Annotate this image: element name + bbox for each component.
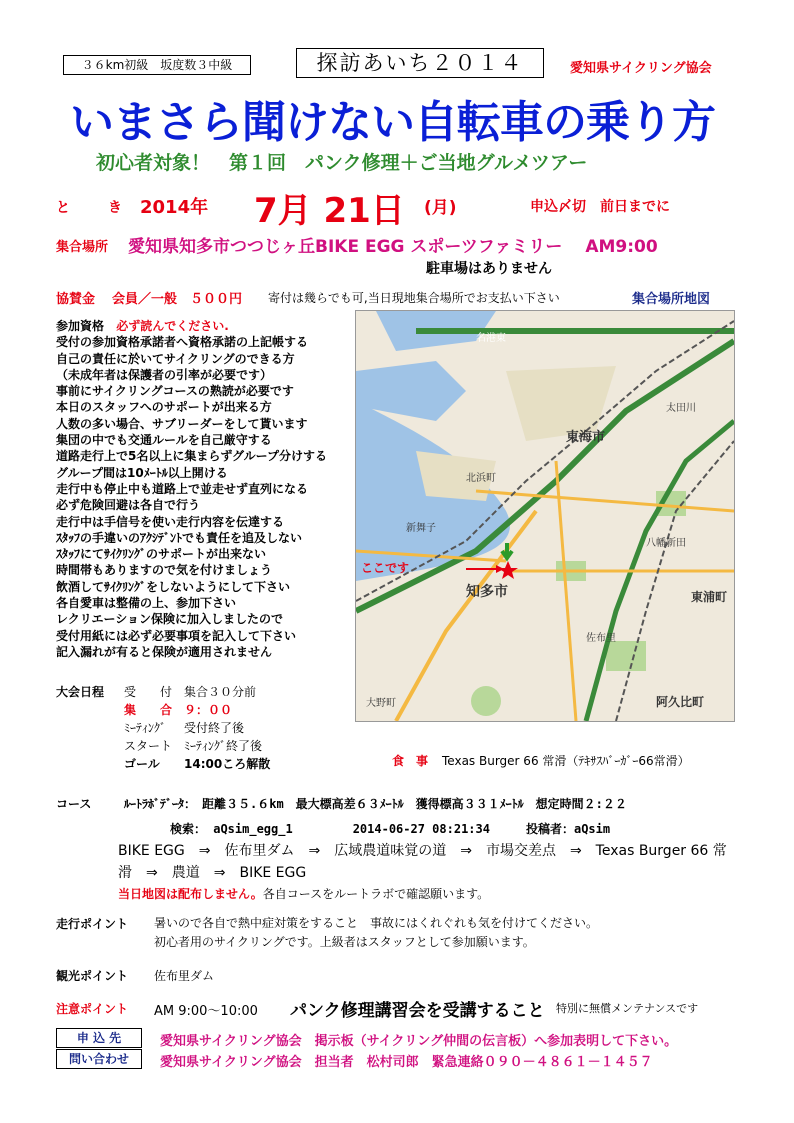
map-graphic [356,311,734,721]
rule-item: 自己の責任に於いてサイクリングのできる方 [56,351,295,366]
rule-item: 走行中は手信号を使い走行内容を伝達する [56,514,285,529]
note-point-label: 注意ポイント [56,1002,129,1016]
note-point-main: パンク修理講習会を受講すること [290,1001,545,1021]
schedule-row [124,701,270,719]
schedule-value: 集合３０分前 [184,685,257,699]
rule-item: ｽﾀｯﾌの手違いのｱｸｼﾃﾞﾝﾄでも責任を追及しない [56,530,303,545]
map-label-sofuri: 佐布里 [586,633,616,644]
rule-item: レクリエーション保険に加入しましたので [56,612,284,627]
apply-text: 愛知県サイクリング協会 掲示板（サイクリング仲間の伝言板）へ参加表明して下さい。 [160,1034,678,1049]
map-label-chita: 知多市 [466,584,508,600]
map-label-higashiura: 東浦町 [691,590,728,604]
map-label-tokai: 東海市 [566,430,606,445]
rule-item: 必ず危険回避は各自で行う [56,498,201,513]
rule-item: 人数の多い場合、サブリーダーをして貰います [56,416,308,431]
map-label-ono: 大野町 [366,698,396,709]
schedule-value: 受付終了後 [184,721,245,735]
note-point-tail: 特別に無償メンテナンスです [556,1002,699,1015]
no-map-black: 各自コースをルートラボで確認願います。 [262,887,490,901]
map-label: 集合場所地図 [632,292,711,307]
course-label: コース [56,797,92,811]
contact-text: 愛知県サイクリング協会 担当者 松村司郎 緊急連絡０９０－４８６１－１４５７ [160,1055,653,1070]
course-search: 検索： aQsim_egg_1 2014-06-27 08:21:34 投稿者：aQsim [170,822,611,836]
venue-text: 愛知県知多市つつじヶ丘BIKE EGG スポーツファミリー AM9:00 [128,237,658,257]
parking-note: 駐車場はありません [426,261,552,277]
schedule-row [124,737,270,755]
rules-heading-row [56,318,356,334]
organizer-name: 愛知県サイクリング協会 [570,61,712,76]
no-map-red: 当日地図は配布しません。 [118,887,263,901]
rule-item: 受付の参加資格承諾者へ資格承諾の上記帳する [56,335,309,350]
run-point-line: 暑いので各自で熱中症対策をすること 事故にはくれぐれも気を付けてください。 [154,916,599,930]
course-data: ﾙｰﾄﾗﾎﾞﾃﾞｰﾀ： 距離３５.６km 最大標高差６３ﾒｰﾄﾙ 獲得標高３３１ﾒｰﾄﾙ 想定時間２:２２ [124,797,627,811]
rule-item: 時間帯もありますので気を付けましょう [56,563,273,578]
contact-tag: 問い合わせ [56,1049,142,1069]
fee-text: 会員／一般 ５００円 [112,292,243,307]
rules-list [56,318,356,660]
deadline-text: 申込〆切 前日までに [530,199,670,215]
rule-item: （未成年者は保護者の引率が必要です） [56,367,273,382]
rule-item: 本日のスタッフへのサポートが出来る方 [56,400,272,415]
schedule-name: ﾐｰﾃｨﾝｸﾞ [124,721,167,735]
fee-label: 協賛金 [56,292,96,307]
schedule-row [124,755,270,773]
rule-item: 集団の中でも交通ルールを自己厳守する [56,433,272,448]
no-map-note [118,885,489,902]
map-here-label: ここです [361,561,410,575]
schedule-value: ﾐｰﾃｨﾝｸﾞ終了後 [184,739,263,753]
meal-label: 食 事 [392,754,429,768]
run-point-text [154,914,598,952]
main-title: いまさら聞けない自転車の乗り方 [70,97,715,148]
fee-note: 寄付は幾らでも可,当日現地集合場所でお支払い下さい [268,291,560,305]
subtitle: 初心者対象！ 第１回 パンク修理＋ご当地グルメツアー [96,152,588,174]
run-point-line: 初心者用のサイクリングです。上級者はスタッフとして参加願います。 [154,935,535,949]
meal-info [392,752,690,769]
route-text: BIKE EGG ⇒ 佐布里ダム ⇒ 広域農道味覚の道 ⇒ 市場交差点 ⇒ Texas Burger 66 常滑 ⇒ 農道 ⇒ BIKE EGG [118,843,727,881]
rule-item: 記入漏れが有ると保険が適用されません [56,644,273,659]
schedule-name: 受 付 [124,685,173,699]
series-title: 探訪あいち２０１４ [296,48,544,78]
schedule-row [124,719,270,737]
date-label: と き [56,200,134,216]
rule-item: グループ間は10ﾒｰﾄﾙ以上開ける [56,465,228,480]
rules-must-read: 必ず読んでください. [116,319,229,333]
schedule-row [124,683,270,701]
schedule-name: スタート [124,739,173,753]
rules-heading: 参加資格 [56,319,105,333]
map-label-ota: 太田川 [666,403,696,414]
rule-item: 各自愛車は整備の上、参加下さい [56,596,237,611]
note-point-time: AM 9:00～10:00 [154,1004,258,1019]
rule-item: 事前にサイクリングコースの熟読が必要です [56,384,294,399]
sight-point-text: 佐布里ダム [154,969,215,983]
rule-item: ｽﾀｯﾌにてｻｲｸﾘﾝｸﾞのサポートが出来ない [56,547,267,562]
schedule-table [124,683,270,773]
map-label-meiko: 名港東 [476,333,506,344]
rule-item: 受付用紙には必ず必要事項を記入して下さい [56,628,297,643]
date-weekday: (月) [424,198,457,218]
date-year: 2014年 [140,197,209,218]
schedule-value: ９：００ [184,703,233,717]
rule-item: 飲酒してｻｲｸﾘﾝｸﾞをしないようにして下さい [56,579,291,594]
map-label-kitahama: 北浜町 [466,473,496,484]
date-day: 7月 21日 [254,191,405,231]
rule-item: 走行中も停止中も道路上で並走せず直列になる [56,481,309,496]
map-label-yawata: 八幡新田 [646,538,686,549]
venue-label: 集合場所 [56,240,109,255]
map-label-shinmaiko: 新舞子 [406,523,436,534]
sight-point-label: 観光ポイント [56,969,129,983]
schedule-label: 大会日程 [56,685,105,699]
rule-item: 道路走行上で5名以上に集まらずグループ分けする [56,449,328,464]
meal-text: Texas Burger 66 常滑（ﾃｷｻｽﾊﾞｰｶﾞｰ66常滑） [442,754,690,768]
map-label-agui: 阿久比町 [656,695,705,709]
schedule-name: 集 合 [124,703,173,717]
run-point-label: 走行ポイント [56,917,129,931]
grade-label: ３６km初級 坂度数３中級 [63,55,251,75]
venue-map[interactable] [355,310,735,722]
schedule-value: 14:00ころ解散 [184,757,271,771]
schedule-name: ゴール [124,757,160,771]
apply-tag: 申 込 先 [56,1028,142,1048]
